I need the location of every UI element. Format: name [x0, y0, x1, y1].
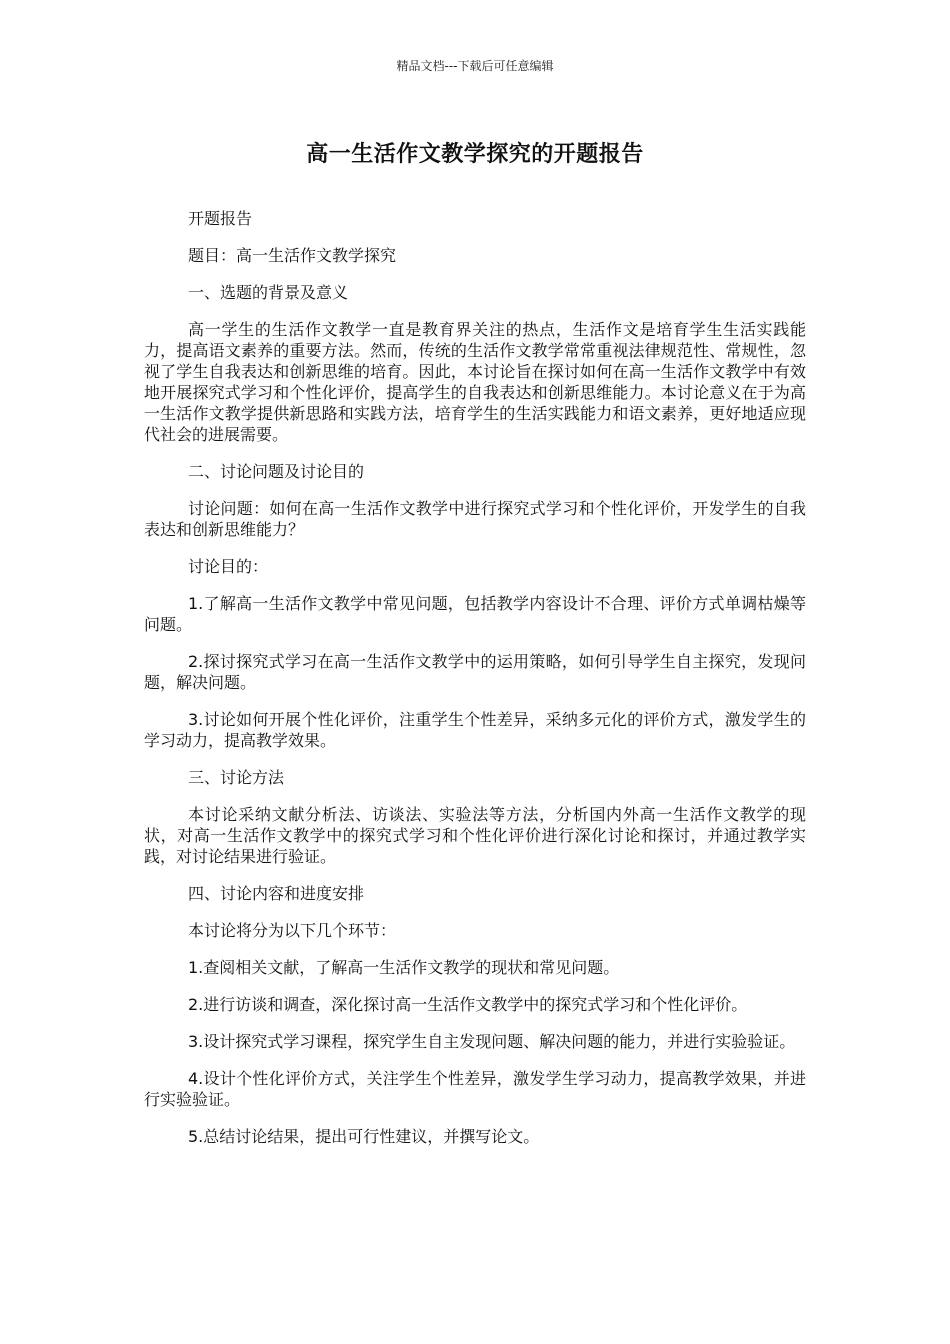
section-heading-2: 二、讨论问题及讨论目的	[188, 462, 365, 481]
paragraph-question: 讨论问题：如何在高一生活作文教学中进行探究式学习和个性化评价，开发学生的自我表达和创新思维能力？	[144, 499, 806, 539]
list-item: 2.进行访谈和调查，深化探讨高一生活作文教学中的探究式学习和个性化评价。	[188, 995, 748, 1014]
list-item: 2.探讨探究式学习在高一生活作文教学中的运用策略，如何引导学生自主探究，发现问题，解决问题。	[144, 652, 806, 692]
list-item: 3.讨论如何开展个性化评价，注重学生个性差异，采纳多元化的评价方式，激发学生的学习动力，提高教学效果。	[144, 710, 806, 750]
section-heading-3: 三、讨论方法	[188, 768, 285, 787]
paragraph-topic: 题目：高一生活作文教学探究	[188, 246, 397, 265]
list-item: 1.查阅相关文献，了解高一生活作文教学的现状和常见问题。	[188, 958, 620, 977]
list-item: 5.总结讨论结果，提出可行性建议，并撰写论文。	[188, 1127, 540, 1146]
list-item: 3.设计探究式学习课程，探究学生自主发现问题、解决问题的能力，并进行实验验证。	[188, 1032, 796, 1051]
page-header: 精品文档---下载后可任意编辑	[396, 59, 554, 73]
paragraph-steps-intro: 本讨论将分为以下几个环节：	[188, 921, 397, 940]
section-heading-4: 四、讨论内容和进度安排	[188, 884, 365, 903]
document-title: 高一生活作文教学探究的开题报告	[306, 142, 644, 167]
section-heading-1: 一、选题的背景及意义	[188, 283, 349, 302]
list-item: 1.了解高一生活作文教学中常见问题，包括教学内容设计不合理、评价方式单调枯燥等问题。	[144, 594, 806, 634]
paragraph-purpose-label: 讨论目的：	[188, 557, 269, 576]
paragraph-background: 高一学生的生活作文教学一直是教育界关注的热点，生活作文是培育学生生活实践能力，提高语文素养的重要方法。然而，传统的生活作文教学常常重视法律规范性、常规性，忽视了学生自我表达和创新思维的培育。因此，本讨论旨在探讨如何在高一生活作文教学中有效地开展探究式学习和个性化评价，提高学生的自我表达和创新思维能力。本讨论意义在于为高一生活作文教学提供新思路和实践方法，培育学生的生活实践能力和语文素养，更好地适应现代社会的进展需要。	[144, 320, 806, 444]
paragraph-method: 本讨论采纳文献分析法、访谈法、实验法等方法，分析国内外高一生活作文教学的现状，对高一生活作文教学中的探究式学习和个性化评价进行深化讨论和探讨，并通过教学实践，对讨论结果进行验证。	[144, 805, 806, 866]
list-item: 4.设计个性化评价方式，关注学生个性差异，激发学生学习动力，提高教学效果，并进行实验验证。	[144, 1069, 806, 1109]
document-body	[144, 208, 806, 1163]
paragraph-label: 开题报告	[188, 209, 253, 228]
